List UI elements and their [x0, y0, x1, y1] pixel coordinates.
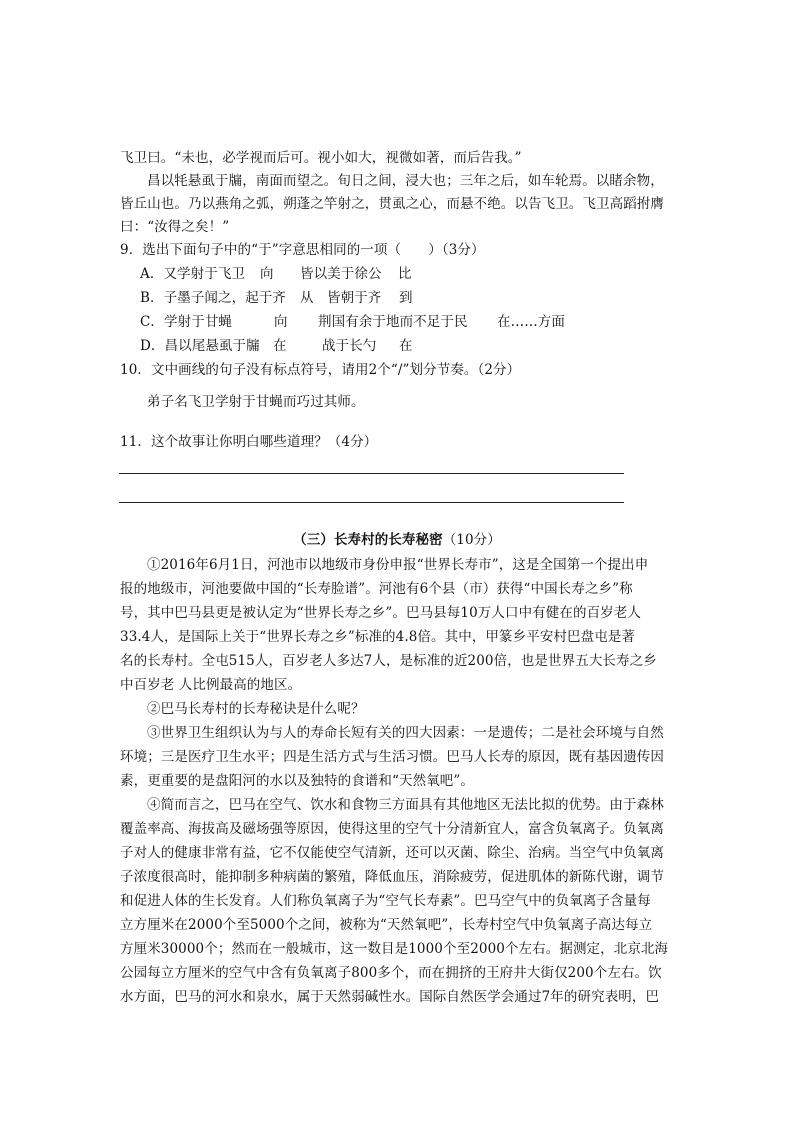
section-3-title: （三）长寿村的长寿秘密: [293, 532, 443, 548]
passage-line: 和促进人体的生长发育。人们称负氧离子为“空气长寿素”。巴马空气中的负氧离子含量每: [120, 893, 651, 909]
story-line-1: 飞卫曰。“未也，必学视而后可。视小如大，视微如著，而后告我。”: [120, 150, 522, 166]
section-3-score: （10分）: [442, 532, 501, 548]
option-b-meaning: 从: [300, 290, 314, 306]
option-a-sentence: A．又学射于飞卫: [140, 266, 246, 282]
story-line-4: 曰：“汝得之矣！”: [120, 219, 230, 235]
passage-line: 立方厘米在2000个至5000个之间，被称为“天然氧吧”，长寿村空气中负氧离子高达每立: [120, 917, 653, 933]
passage-line: 33.4人，是国际上关于“世界长寿之乡”标准的4.8倍。其中，甲篆乡平安村巴盘屯是著: [120, 629, 636, 645]
answer-line-2[interactable]: [119, 502, 624, 503]
option-c-meaning: 向: [274, 314, 288, 330]
passage-line: 公园每立方厘米的空气中含有负氧离子800多个，而在拥挤的王府井大街仅200个左右。饮: [120, 965, 662, 981]
option-a-sentence-2: 皆以美于徐公: [300, 266, 382, 282]
passage-line: ①2016年6月1日，河池市以地级市身份申报“世界长寿市”，这是全国第一个提出申: [147, 557, 649, 573]
question-10-stem: 10．文中画线的句子没有标点符号，请用2个“/”划分节奏。（2分）: [120, 362, 521, 378]
passage-line: 号，其中巴马县更是被认定为“世界长寿之乡”。巴马县每10万人口中有健在的百岁老人: [120, 605, 641, 621]
answer-line-1[interactable]: [119, 473, 624, 474]
option-b-sentence-2: 皆朝于齐: [327, 290, 382, 306]
passage-line: 名的长寿村。全屯515人，百岁老人多达7人，是标准的近200倍，也是世界五大长寿之乡: [120, 653, 657, 669]
option-c-meaning-2: 在……方面: [497, 314, 565, 330]
option-c-sentence-2: 荆国有余于地而不足于民: [318, 314, 468, 330]
question-10-sentence: 弟子名飞卫学射于甘蝇而巧过其师。: [147, 394, 365, 410]
option-d-meaning: 在: [273, 338, 287, 354]
story-line-3: 皆丘山也。乃以燕角之弧，朔蓬之竿射之，贯虱之心，而悬不绝。以告飞卫。飞卫高蹈拊膺: [120, 196, 664, 212]
passage-line: ③世界卫生组织认为与人的寿命长短有关的四大因素：一是遗传；二是社会环境与自然: [147, 725, 664, 741]
option-a-meaning-2: 比: [398, 266, 412, 282]
story-line-2: 昌以牦悬虱于牖，南面而望之。旬日之间，浸大也；三年之后，如车轮焉。以睹余物，: [147, 173, 664, 189]
option-d-sentence: D．昌以尾悬虱于牖: [140, 338, 260, 354]
passage-line: 水方面，巴马的河水和泉水，属于天然弱碱性水。国际自然医学会通过7年的研究表明，巴: [120, 989, 660, 1005]
passage-line: ②巴马长寿村的长寿秘诀是什么呢？: [147, 701, 365, 717]
option-d-sentence-2: 战于长勺: [322, 338, 377, 354]
passage-line: 方厘米30000个；然而在一般城市，这一数目是1000个至2000个左右。据测定，北京北海: [120, 941, 669, 957]
passage-line: 报的地级市，河池要做中国的“长寿脸谱”。河池有6个县（市）获得“中国长寿之乡”称: [120, 581, 633, 597]
option-b-sentence: B．子墨子闻之，起于齐: [140, 290, 287, 306]
option-d-meaning-2: 在: [399, 338, 413, 354]
passage-line: 子对人的健康非常有益，它不仅能使空气清新，还可以灭菌、除尘、治病。当空气中负氧离: [120, 845, 664, 861]
section-3-heading: [0, 528, 794, 552]
passage-line: 中百岁老 人比例最高的地区。: [120, 677, 302, 693]
passage-line: 环境；三是医疗卫生水平；四是生活方式与生活习惯。巴马人长寿的原因，既有基因遗传因: [120, 749, 664, 765]
option-b-meaning-2: 到: [399, 290, 413, 306]
option-c-sentence: C．学射于甘蝇: [140, 314, 233, 330]
passage-line: ④简而言之，巴马在空气、饮水和食物三方面具有其他地区无法比拟的优势。由于森林: [147, 797, 664, 813]
question-11-stem: 11．这个故事让你明白哪些道理？（4分）: [120, 434, 378, 450]
passage-line: 覆盖率高、海拔高及磁场强等原因，使得这里的空气十分清新宜人，富含负氧离子。负氧离: [120, 821, 664, 837]
passage-line: 素，更重要的是盘阳河的水以及独特的食谱和“天然氧吧”。: [120, 773, 475, 789]
option-a-meaning: 向: [260, 266, 274, 282]
passage-line: 子浓度很高时，能抑制多种病菌的繁殖，降低血压，消除疲劳，促进肌体的新陈代谢，调节: [120, 869, 664, 885]
question-9-stem: 9．选出下面句子中的“于”字意思相同的一项（ ）（3分）: [120, 242, 485, 258]
